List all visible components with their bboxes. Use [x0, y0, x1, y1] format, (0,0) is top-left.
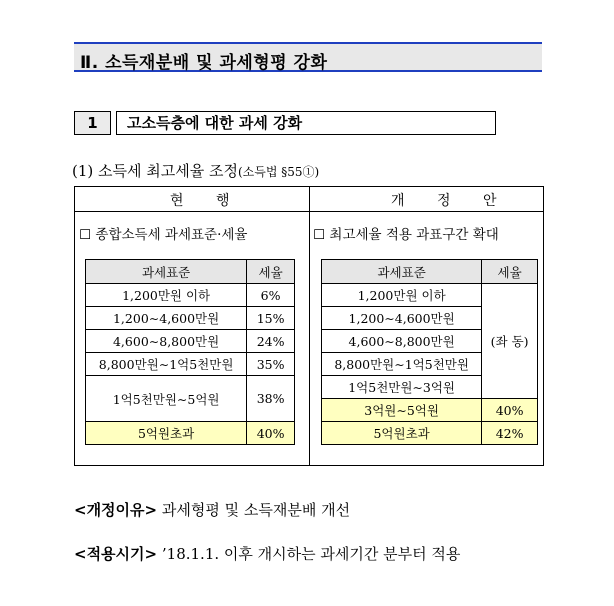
- table-row: [86, 376, 295, 422]
- table-row: [86, 284, 295, 307]
- column-header-bracket: 과세표준: [322, 260, 482, 284]
- reason-line: [74, 499, 350, 520]
- bracket-cell: 8,800만원∼1억5천만원: [322, 353, 482, 376]
- comparison-table: [74, 186, 544, 466]
- revised-description-text: 최고세율 적용 과표구간 확대: [329, 227, 499, 243]
- checkbox-icon: ☐: [79, 227, 92, 243]
- table-row-highlighted: [322, 422, 538, 445]
- rate-cell: 40%: [247, 422, 295, 445]
- bracket-cell: 5억원초과: [86, 422, 247, 445]
- bracket-cell: 3억원∼5억원: [322, 399, 482, 422]
- table-header-row: [322, 260, 538, 284]
- bracket-cell: 1억5천만원∼3억원: [322, 376, 482, 399]
- revised-description: [313, 223, 499, 243]
- column-header-rate: 세율: [482, 260, 538, 284]
- column-divider: [309, 187, 310, 465]
- table-row: [86, 307, 295, 330]
- rate-cell: 6%: [247, 284, 295, 307]
- bracket-cell: 8,800만원∼1억5천만원: [86, 353, 247, 376]
- current-description: [79, 223, 247, 243]
- rate-cell: 38%: [247, 376, 295, 422]
- table-row: [86, 330, 295, 353]
- column-header-rate: 세율: [247, 260, 295, 284]
- current-column-header: 현 행: [170, 193, 244, 209]
- bracket-cell: 4,600∼8,800만원: [86, 330, 247, 353]
- rate-cell: 35%: [247, 353, 295, 376]
- bracket-cell: 1,200만원 이하: [86, 284, 247, 307]
- rate-cell: 42%: [482, 422, 538, 445]
- current-description-text: 종합소득세 과세표준·세율: [95, 227, 248, 243]
- rate-cell: 15%: [247, 307, 295, 330]
- bracket-cell: 1억5천만원∼5억원: [86, 376, 247, 422]
- rate-cell: 24%: [247, 330, 295, 353]
- section-header: [74, 42, 542, 72]
- revised-rate-table: [321, 259, 538, 445]
- subsection-number: 1: [74, 111, 111, 135]
- revised-column-header: 개 정 안: [391, 193, 511, 209]
- subsection-title: 고소득층에 대한 과세 강화: [116, 111, 496, 135]
- table-row: [322, 284, 538, 307]
- effective-label: <적용시기>: [74, 545, 158, 563]
- item-heading: [72, 160, 319, 181]
- bracket-cell: 1,200∼4,600만원: [86, 307, 247, 330]
- header-rule: [75, 211, 543, 212]
- item-reference: (소득법 §55①): [237, 165, 320, 179]
- table-row-highlighted: [86, 422, 295, 445]
- column-header-bracket: 과세표준: [86, 260, 247, 284]
- bracket-cell: 1,200∼4,600만원: [322, 307, 482, 330]
- bracket-cell: 4,600∼8,800만원: [322, 330, 482, 353]
- table-row-highlighted: [322, 399, 538, 422]
- table-header-row: [86, 260, 295, 284]
- bracket-cell: 5억원초과: [322, 422, 482, 445]
- bracket-cell: 1,200만원 이하: [322, 284, 482, 307]
- current-rate-table: [85, 259, 295, 445]
- rate-cell: 40%: [482, 399, 538, 422]
- reason-text: 과세형평 및 소득재분배 개선: [161, 501, 351, 519]
- same-as-left-cell: (좌 동): [482, 284, 538, 399]
- checkbox-icon: ☐: [313, 227, 326, 243]
- reason-label: <개정이유>: [74, 501, 158, 519]
- section-title: Ⅱ. 소득재분배 및 과세형평 강화: [80, 53, 328, 73]
- item-heading-text: (1) 소득세 최고세율 조정: [72, 162, 238, 180]
- effective-text: ’18.1.1. 이후 개시하는 과세기간 분부터 적용: [161, 545, 461, 563]
- effective-line: [74, 543, 460, 564]
- table-row: [86, 353, 295, 376]
